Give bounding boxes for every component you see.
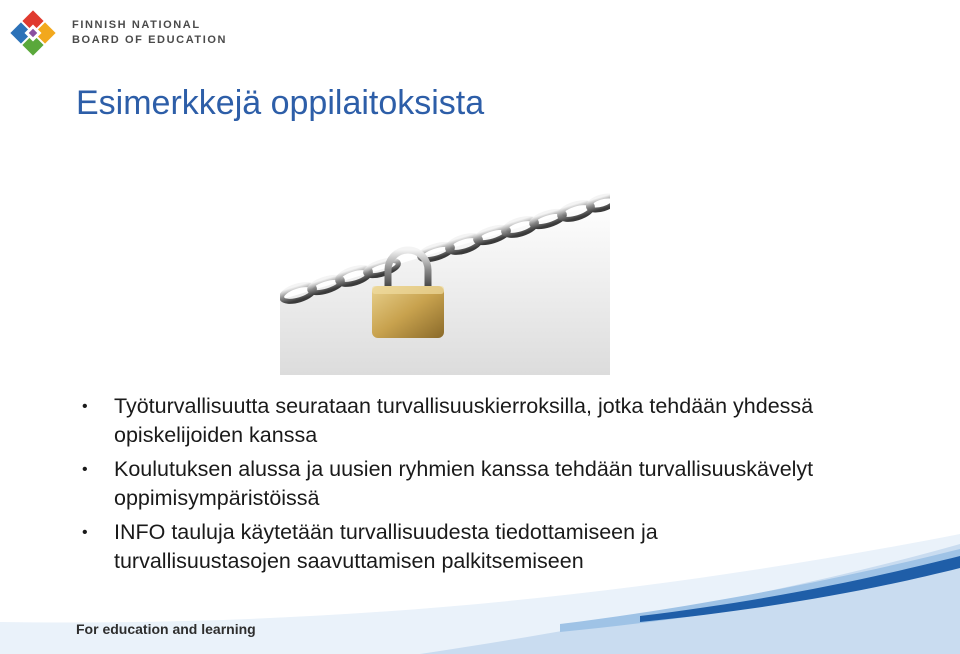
logo-line-2: BOARD OF EDUCATION: [72, 34, 228, 46]
organization-logo: [8, 8, 228, 58]
logo-line-1: FINNISH NATIONAL: [72, 19, 201, 31]
bullet-marker-icon: •: [82, 524, 88, 541]
logo-text: [72, 18, 227, 48]
fnbe-diamond-logo-icon: [8, 8, 58, 58]
bullet-text: Koulutuksen alussa ja uusien ryhmien kanssa tehdään turvallisuuskävelyt oppimisympäristöissä: [114, 457, 814, 510]
bullet-text: INFO tauluja käytetään turvallisuudesta tiedottamiseen ja turvallisuustasojen saavuttamisen palkitsemiseen: [114, 520, 658, 573]
slide-title: Esimerkkejä oppilaitoksista: [76, 84, 485, 122]
bullet-marker-icon: •: [82, 461, 88, 478]
footer-tagline: For education and learning: [76, 621, 256, 637]
chain-padlock-image: [280, 190, 610, 375]
bullet-item: [82, 392, 902, 450]
bullet-text: Työturvallisuutta seurataan turvallisuuskierroksilla, jotka tehdään yhdessä opiskelijoiden kanssa: [114, 394, 814, 447]
bullet-marker-icon: •: [82, 398, 88, 415]
